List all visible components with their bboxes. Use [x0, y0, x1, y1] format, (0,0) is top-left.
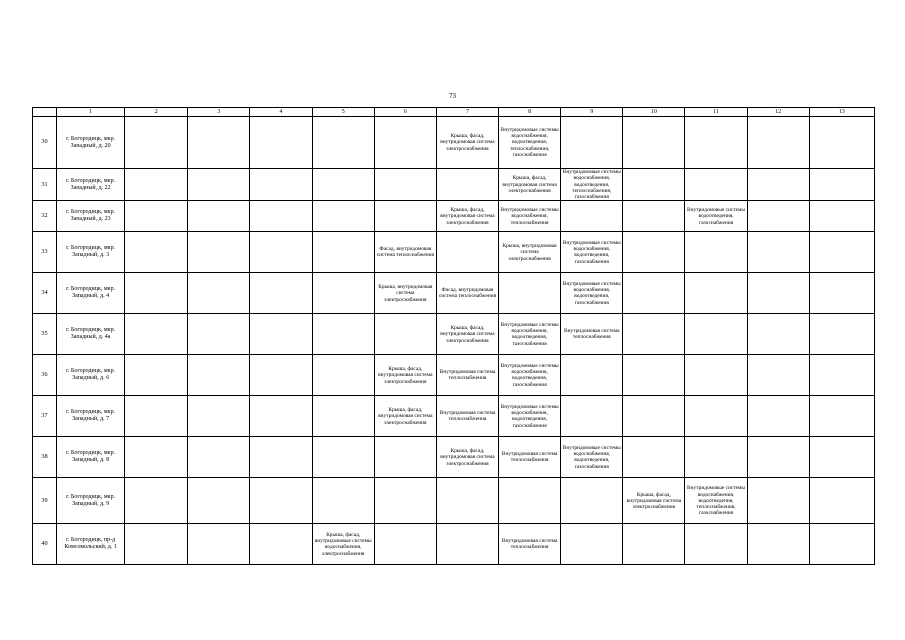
- work-cell: [312, 314, 374, 355]
- row-number: 30: [33, 117, 57, 169]
- row-number: 34: [33, 273, 57, 314]
- work-cell: [250, 524, 312, 565]
- work-cell: [747, 524, 809, 565]
- work-cell: [561, 396, 623, 437]
- work-cell: [250, 273, 312, 314]
- row-number: 37: [33, 396, 57, 437]
- work-cell: [250, 355, 312, 396]
- table-row: [33, 396, 875, 437]
- work-cell: [809, 169, 874, 201]
- work-cell: [125, 169, 188, 201]
- header-cell: 2: [125, 108, 188, 117]
- work-cell: [685, 169, 747, 201]
- work-cell: [312, 201, 374, 232]
- work-cell: [312, 273, 374, 314]
- work-cell: Крыша, внутридомовая система электроснабжения: [374, 273, 436, 314]
- work-cell: Крыша, внутридомовая система электроснабжения: [499, 232, 561, 273]
- table-row: [33, 232, 875, 273]
- work-cell: Крыша, фасад, внутридомовая система электроснабжения: [499, 169, 561, 201]
- work-cell: [623, 314, 685, 355]
- address-cell: г. Богородицк, мкр. Западный, д. 8: [57, 437, 125, 478]
- header-cell: 9: [561, 108, 623, 117]
- work-cell: [312, 169, 374, 201]
- address-cell: г. Богородицк, мкр. Западный, д. 23: [57, 201, 125, 232]
- work-cell: Внутридомовые системы водоснабжения, водоотведения, теплоснабжения, газоснабжения: [561, 169, 623, 201]
- work-cell: [809, 478, 874, 524]
- work-cell: [374, 169, 436, 201]
- work-cell: Внутридомовые системы водоотведения, газоснабжения: [685, 201, 747, 232]
- work-cell: Внутридомовая система теплоснабжения: [561, 314, 623, 355]
- work-cell: [499, 478, 561, 524]
- work-cell: [561, 201, 623, 232]
- work-cell: [250, 314, 312, 355]
- work-cell: Крыша, фасад, внутридомовая система электроснабжения: [436, 437, 498, 478]
- header-cell: 1: [57, 108, 125, 117]
- work-cell: [188, 117, 250, 169]
- address-cell: г. Богородицк, мкр. Западный, д. 9: [57, 478, 125, 524]
- work-cell: [623, 355, 685, 396]
- work-cell: [809, 396, 874, 437]
- work-cell: [250, 396, 312, 437]
- work-cell: [747, 355, 809, 396]
- work-cell: Внутридомовая система теплоснабжения: [499, 437, 561, 478]
- repair-schedule-table: [32, 107, 875, 565]
- work-cell: [623, 169, 685, 201]
- header-cell: 13: [809, 108, 874, 117]
- work-cell: [250, 201, 312, 232]
- work-cell: Внутридомовые системы водоснабжения, теплоснабжения: [499, 201, 561, 232]
- work-cell: [561, 355, 623, 396]
- work-cell: Фасад, внутридомовая система теплоснабжения: [374, 232, 436, 273]
- work-cell: Фасад, внутридомовая система теплоснабжения: [436, 273, 498, 314]
- row-number: 35: [33, 314, 57, 355]
- row-number: 31: [33, 169, 57, 201]
- work-cell: Крыша, фасад, внутридомовые системы водоснабжения, электроснабжения: [312, 524, 374, 565]
- work-cell: [623, 524, 685, 565]
- work-cell: [809, 232, 874, 273]
- work-cell: [436, 478, 498, 524]
- work-cell: [188, 437, 250, 478]
- header-cell: 8: [499, 108, 561, 117]
- table-row: [33, 478, 875, 524]
- work-cell: Внутридомовые системы водоснабжения, водоотведения, газоснабжения: [561, 437, 623, 478]
- work-cell: [312, 355, 374, 396]
- work-cell: [125, 273, 188, 314]
- work-cell: [125, 524, 188, 565]
- work-cell: [374, 478, 436, 524]
- work-cell: [125, 396, 188, 437]
- work-cell: [561, 117, 623, 169]
- work-cell: [188, 355, 250, 396]
- work-cell: [685, 117, 747, 169]
- work-cell: Крыша, фасад, внутридомовая система электроснабжения: [374, 355, 436, 396]
- work-cell: [312, 437, 374, 478]
- work-cell: [374, 117, 436, 169]
- work-cell: [685, 396, 747, 437]
- address-cell: г. Богородицк, мкр. Западный, д. 4а: [57, 314, 125, 355]
- header-cell: 11: [685, 108, 747, 117]
- work-cell: Внутридомовые системы водоснабжения, водоотведения, теплоснабжения, газоснабжения: [685, 478, 747, 524]
- table-body: [33, 117, 875, 565]
- work-cell: [125, 478, 188, 524]
- work-cell: Крыша, фасад, внутридомовая система электроснабжения: [374, 396, 436, 437]
- work-cell: [809, 355, 874, 396]
- work-cell: [685, 314, 747, 355]
- header-row: [33, 108, 875, 117]
- address-cell: г. Богородицк, мкр. Западный, д. 4: [57, 273, 125, 314]
- table-row: [33, 437, 875, 478]
- work-cell: Внутридомовые системы водоснабжения, водоотведения, газоснабжения: [499, 314, 561, 355]
- work-cell: [499, 273, 561, 314]
- work-cell: [374, 524, 436, 565]
- row-number: 32: [33, 201, 57, 232]
- address-cell: г. Богородицк, пр-д Комсомольский, д. 1: [57, 524, 125, 565]
- header-cell-blank: [33, 108, 57, 117]
- address-cell: г. Богородицк, мкр. Западный, д. 22: [57, 169, 125, 201]
- address-cell: г. Богородицк, мкр. Западный, д. 20: [57, 117, 125, 169]
- address-cell: г. Богородицк, мкр. Западный, д. 6: [57, 355, 125, 396]
- work-cell: [747, 478, 809, 524]
- work-cell: [809, 314, 874, 355]
- work-cell: [125, 232, 188, 273]
- work-cell: Внутридомовая система теплоснабжения: [436, 355, 498, 396]
- work-cell: [125, 201, 188, 232]
- table-row: [33, 314, 875, 355]
- work-cell: [747, 232, 809, 273]
- work-cell: [250, 117, 312, 169]
- work-cell: [374, 201, 436, 232]
- work-cell: [125, 355, 188, 396]
- table-row: [33, 169, 875, 201]
- work-cell: [623, 396, 685, 437]
- work-cell: [188, 169, 250, 201]
- work-cell: [809, 437, 874, 478]
- work-cell: [436, 232, 498, 273]
- work-cell: [188, 273, 250, 314]
- work-cell: Внутридомовые системы водоснабжения, водоотведения, газоснабжения: [499, 396, 561, 437]
- work-cell: [623, 201, 685, 232]
- table-row: [33, 201, 875, 232]
- work-cell: [312, 396, 374, 437]
- work-cell: [188, 478, 250, 524]
- table-row: [33, 117, 875, 169]
- table-row: [33, 355, 875, 396]
- work-cell: [809, 117, 874, 169]
- work-cell: [685, 355, 747, 396]
- header-cell: 12: [747, 108, 809, 117]
- work-cell: [250, 232, 312, 273]
- address-cell: г. Богородицк, мкр. Западный, д. 3: [57, 232, 125, 273]
- work-cell: [685, 232, 747, 273]
- header-cell: 5: [312, 108, 374, 117]
- address-cell: г. Богородицк, мкр. Западный, д. 7: [57, 396, 125, 437]
- work-cell: [188, 201, 250, 232]
- work-cell: [125, 437, 188, 478]
- work-cell: [747, 314, 809, 355]
- page-number: 73: [449, 92, 456, 100]
- table-row: [33, 524, 875, 565]
- work-cell: [685, 524, 747, 565]
- work-cell: Внутридомовая система теплоснабжения: [436, 396, 498, 437]
- work-cell: [188, 232, 250, 273]
- work-cell: [250, 169, 312, 201]
- work-cell: Внутридомовые системы водоснабжения, водоотведения, теплоснабжения, газоснабжения: [499, 117, 561, 169]
- row-number: 39: [33, 478, 57, 524]
- work-cell: Внутридомовая система теплоснабжения: [499, 524, 561, 565]
- work-cell: [747, 273, 809, 314]
- row-number: 36: [33, 355, 57, 396]
- work-cell: [685, 273, 747, 314]
- work-cell: [561, 524, 623, 565]
- work-cell: [188, 524, 250, 565]
- work-cell: [561, 478, 623, 524]
- work-cell: [809, 201, 874, 232]
- work-cell: [747, 396, 809, 437]
- work-cell: [125, 314, 188, 355]
- table-header: [33, 108, 875, 117]
- work-cell: [623, 273, 685, 314]
- work-cell: [188, 396, 250, 437]
- work-cell: Крыша, фасад, внутридомовая система электроснабжения: [436, 314, 498, 355]
- work-cell: [623, 437, 685, 478]
- header-cell: 4: [250, 108, 312, 117]
- work-cell: [809, 273, 874, 314]
- work-cell: [250, 478, 312, 524]
- work-cell: Крыша, фасад, внутридомовая система электроснабжения: [436, 201, 498, 232]
- work-cell: [188, 314, 250, 355]
- work-cell: Внутридомовые системы водоснабжения, водоотведения, газоснабжения: [561, 273, 623, 314]
- work-cell: [747, 201, 809, 232]
- header-cell: 7: [436, 108, 498, 117]
- work-cell: [250, 437, 312, 478]
- work-cell: [312, 232, 374, 273]
- work-cell: Крыша, фасад, внутридомовая система электроснабжения: [436, 117, 498, 169]
- work-cell: [312, 117, 374, 169]
- work-cell: [374, 314, 436, 355]
- work-cell: Внутридомовые системы водоснабжения, водоотведения, газоснабжения: [499, 355, 561, 396]
- work-cell: [747, 169, 809, 201]
- work-cell: [623, 232, 685, 273]
- work-cell: [436, 169, 498, 201]
- row-number: 40: [33, 524, 57, 565]
- work-cell: [747, 437, 809, 478]
- row-number: 38: [33, 437, 57, 478]
- header-cell: 10: [623, 108, 685, 117]
- work-cell: [685, 437, 747, 478]
- work-cell: [809, 524, 874, 565]
- work-cell: [312, 478, 374, 524]
- header-cell: 6: [374, 108, 436, 117]
- work-cell: [436, 524, 498, 565]
- work-cell: [747, 117, 809, 169]
- work-cell: [374, 437, 436, 478]
- work-cell: [623, 117, 685, 169]
- work-cell: Крыша, фасад, внутридомовая система электроснабжения: [623, 478, 685, 524]
- header-cell: 3: [188, 108, 250, 117]
- work-cell: Внутридомовые системы водоснабжения, водоотведения, газоснабжения: [561, 232, 623, 273]
- table-row: [33, 273, 875, 314]
- row-number: 33: [33, 232, 57, 273]
- work-cell: [125, 117, 188, 169]
